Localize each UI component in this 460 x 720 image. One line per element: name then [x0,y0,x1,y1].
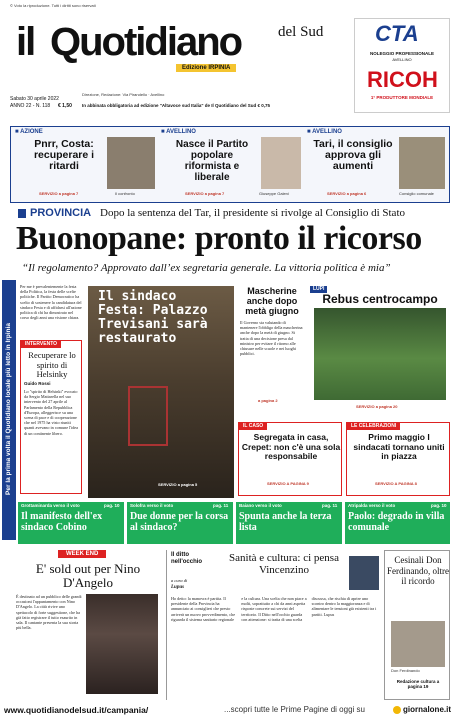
local-kicker: Grottaminarda verso il voto [21,503,80,508]
top-story-kicker: ■ AZIONE [15,129,43,135]
cesinali-foot: Redazione cultura a pagina 19 [396,679,440,689]
masks-story[interactable] [238,286,306,416]
top-story-caption: Giuseppe Galeni [259,191,289,196]
section-marker [18,209,26,218]
ad-ricoh-logo: RICOH [367,67,438,92]
top-story-title: Tari, il consiglio approva gli aumenti [313,138,393,172]
local-page: pag. 11 [322,503,338,508]
weekend-label: WEEK END [58,550,106,558]
local-strip [18,502,450,544]
masthead-title: Quotidiano [50,20,242,64]
cesinali-photo [391,621,445,667]
local-page: pag. 11 [213,503,229,508]
top-story-photo [261,137,301,189]
masthead-il: il [16,20,35,64]
celebrazioni-title: Primo maggio I sindacati tornano uniti in piazza [353,432,445,461]
top-stories-strip [10,126,450,203]
top-story-foot: SERVIZIO a pagina 6 [327,191,367,196]
lupi-photo [314,308,446,400]
detto-photo [349,556,379,590]
top-story-title: Nasce il Partito popolare riformista e liberale [175,139,249,183]
cesinali-story[interactable] [384,550,450,700]
detto-byline: a cura di [171,578,188,583]
local-kicker: Baiano verso il voto [239,503,282,508]
center-story[interactable] [88,286,234,498]
weekend-photo [86,594,158,694]
local-item-2[interactable] [127,502,233,544]
intervento-label: INTERVENTO [21,341,61,348]
detto-story[interactable] [166,550,380,700]
center-story-title: Il sindaco Festa: Palazzo Trevisani sarà restaurato [98,289,208,346]
caso-box[interactable] [238,422,342,496]
detto-author: Lupus [171,585,185,590]
dateline: Sabato 30 aprile 2022 [10,96,59,102]
detto-kicker: Il ditto nell'occhio [171,552,203,565]
detto-body: Ho detto: la manovra è partita. Il presidente della Provincia ha annunciato ai consiglieri che presto arriverà un nuovo provvedimento, che riguarda il sistema sanitario regionale e la cultura. Una scelta che non piace a molti, soprattutto a chi da anni aspetta risposte concrete sui servizi del territorio. Il Ditto nell'occhio guarda con attenzione: si tratta di una scelta discussa, che rischia di aprire uno scontro dentro la maggioranza e di alimentare le tensioni già esistenti tra i partiti. Lupus [171,596,377,622]
local-kicker: Solofra verso il voto [130,503,174,508]
top-story-1[interactable] [15,129,157,199]
detto-title: Sanità e cultura: ci pensa Vincenzino [229,552,339,576]
weekend-body: È destinato ad un pubblico delle grandi occasioni l'appuntamento con Nino D'Angelo. La città rivive uno spettacolo di forte suggestione, che ha già fatto registrare il tutto esaurito in sala. Il cantante presenta la sua storia più bella. [16,594,82,631]
lupi-foot: SERVIZIO a pagina 20 [356,404,398,409]
weekend-story[interactable] [14,550,162,700]
local-page: pag. 10 [104,503,120,508]
caso-title: Segregata in casa, Crepet: non c'è una sola responsabile [241,432,341,461]
masks-title: Mascherine anche dopo metà giugno [245,286,299,316]
local-title: Paolo: degrado in villa comunale [348,511,445,533]
intervento-title: Recuperare lo spirito di Helsinky [28,350,76,379]
ad-box[interactable] [354,18,450,113]
section-text: Dopo la sentenza del Tar, il presidente si rivolge al Consiglio di Stato [100,207,405,219]
publisher-info: Direzione, Redazione: Via Pirandello · Avellino [82,92,165,97]
ad-ricoh-line: 1° PRODUTTORE MONDIALE [370,95,434,100]
celebrazioni-box[interactable] [346,422,450,496]
local-item-1[interactable] [18,502,124,544]
top-story-photo [399,137,445,189]
ad-cta-line1: NOLEGGIO PROFESSIONALE [369,51,434,56]
intervento-body: Lo "spirito di Helsinki" evocato da Sergio Mattarella nel suo intervento del 27 aprile al Parlamento della Repubblica d'Europa, alleggerisce su una scena di pace e di cooperazione che nel 1975 ha visto riuniti quanti avevano in comune l'idea di un continente libero. [24,389,79,436]
top-story-foot: SERVIZIO a pagina 7 [39,191,79,196]
local-item-3[interactable] [236,502,342,544]
caso-foot: SERVIZIO A PAGINA 9 [267,481,309,486]
caso-label: IL CASO [239,423,267,430]
lupi-label: LUPI [310,286,327,293]
edition-label: Edizione IRPINIA [176,64,236,72]
vertical-banner-text: Per la prima volta il Quotidiano locale più letto in Irpinia [5,323,12,495]
local-title: Il manifesto dell'ex sindaco Cobino [21,511,103,533]
cesinali-caption: Don Ferdinando [391,668,420,673]
left-editorial: Per me è prevalentemente la festa della Politica, la festa delle scelte politiche. Il Partito Democratico ha scelto di sostenere la candidatura del sindaco Festa e di affidarsi all'azione politica di chi ha dimostrato nel corso degli anni una visione chiara. [20,284,82,321]
local-kicker: Atripalda verso il voto [348,503,396,508]
intervento-box[interactable] [20,340,82,494]
lupi-story[interactable] [310,286,450,416]
center-story-sign [128,386,168,446]
weekend-title: E' sold out per Nino D'Angelo [35,561,141,590]
top-story-title: Pnrr, Costa: recuperare i ritardi [33,138,95,172]
top-story-caption: Il confronto [115,191,135,196]
main-headline[interactable]: Buonopane: pronto il ricorso [16,220,422,257]
celebrazioni-label: LE CELEBRAZIONI [347,423,400,430]
local-page: pag. 10 [431,503,447,508]
giornalone-logo-icon [393,706,401,714]
top-story-photo [107,137,155,189]
top-story-3[interactable] [307,129,447,199]
cesinali-title: Cesinali Don Ferdinando, oltre il ricordo [387,555,449,586]
section-line [18,207,450,221]
top-story-caption: Consiglio comunale [399,191,434,196]
masks-body: Il Governo sta valutando di mantenere l'obbligo della mascherina anche dopo la metà di giugno. Si tratta di una decisione presa dal ministro per evitare il ritorno alle chiusure nelle scuole e nei luoghi pubblici. [240,320,303,357]
masthead-del-sud: del Sud [278,24,324,40]
footer-url[interactable]: www.quotidianodelsud.it/campania/ [4,705,149,715]
copyright-note: © Voto la riproduzione. Tutti i diritti sono riservati [10,3,96,8]
celebrazioni-foot: SERVIZIO A PAGINA 8 [375,481,417,486]
local-title: Spunta anche la terza lista [239,511,332,533]
masks-foot: a pagina 2 [258,398,278,403]
lupi-title: Rebus centrocampo [322,292,438,306]
ad-cta-logo: CTA [375,21,419,46]
ad-cta-line2: AVELLINO [392,57,412,62]
issue-number: ANNO 22 - N. 118 [10,103,51,109]
top-story-foot: SERVIZIO a pagina 7 [185,191,225,196]
price: € 1,50 [58,103,72,109]
local-title: Due donne per la corsa al sindaco? [130,511,229,533]
vertical-banner [2,280,16,540]
promo-line: In abbinata obbligatoria ad edizione "Altavoce sud Italia" de Il Quotidiano del Sud € 0,75 [82,103,271,108]
center-story-foot: SERVIZIO a pagina 5 [158,482,198,487]
top-story-kicker: ■ AVELLINO [307,129,342,135]
main-subhead: “Il regolamento? Approvato dall’ex segretaria generale. La vittoria politica è mia” [22,262,391,274]
section-label: PROVINCIA [30,207,92,219]
local-item-4[interactable] [345,502,450,544]
footer-brand[interactable]: giornalone.it [403,705,451,714]
top-story-2[interactable] [161,129,303,199]
top-story-kicker: ■ AVELLINO [161,129,196,135]
intervento-author: Guido Rossi [24,381,51,386]
masthead [16,20,346,71]
footer-tagline: ...scopri tutte le Prime Pagine di oggi su [224,705,365,714]
